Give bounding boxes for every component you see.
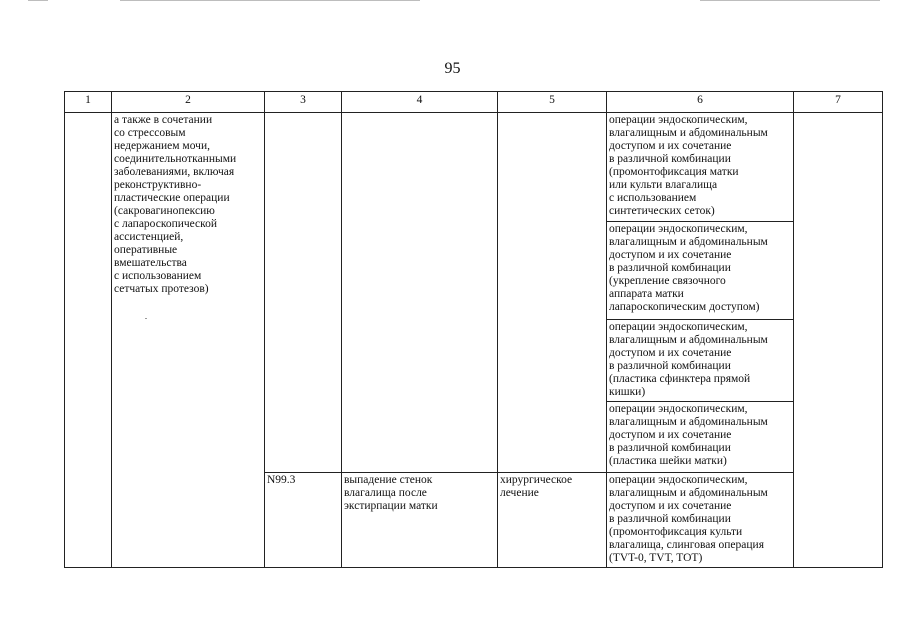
column-number-row (65, 92, 883, 113)
cell-col4 (342, 113, 498, 473)
cell-method-2: операции эндоскопическим, влагалищным и абдоминальным доступом и их сочетание в различной комбинации (укрепление связочного аппарата матки лапароскопическим доступом) (607, 222, 794, 320)
column-number-1: 1 (65, 92, 112, 113)
table-row (65, 113, 883, 222)
cell-col1 (65, 113, 112, 568)
column-number-2: 2 (112, 92, 265, 113)
cell-method-1: операции эндоскопическим, влагалищным и абдоминальным доступом и их сочетание в различной комбинации (промонтофиксация матки или культи влагалища с использованием синтетических сеток) (607, 113, 794, 222)
top-edge-line-right (700, 0, 880, 1)
page-number: 95 (444, 60, 461, 77)
column-number-6: 6 (607, 92, 794, 113)
medical-care-table (64, 91, 883, 568)
column-number-3: 3 (265, 92, 342, 113)
scan-speck (145, 318, 147, 319)
top-edge-line-left (28, 0, 48, 1)
column-number-7: 7 (794, 92, 883, 113)
cell-patient-model: выпадение стенок влагалища после экстирпации матки (342, 473, 498, 568)
cell-method-5: операции эндоскопическим, влагалищным и абдоминальным доступом и их сочетание в различной комбинации (промонтофиксация культи влагалища, слинговая операция (TVT-0, TVT, TOT) (607, 473, 794, 568)
cell-treatment-type: хирургическое лечение (498, 473, 607, 568)
cell-col3 (265, 113, 342, 473)
cell-col5 (498, 113, 607, 473)
top-edge-line-middle (120, 0, 420, 1)
column-number-5: 5 (498, 92, 607, 113)
cell-diagnosis-code: N99.3 (265, 473, 342, 568)
cell-method-4: операции эндоскопическим, влагалищным и абдоминальным доступом и их сочетание в различной комбинации (пластика шейки матки) (607, 402, 794, 473)
cell-col2-model-description: а также в сочетании со стрессовым недержанием мочи, соединительнотканными заболеваниями, включая реконструктивно- пластические операции (сакровагинопексию с лапароскопической ассистенцией, оперативные вмешательства с использованием сетчатых протезов) (112, 113, 265, 568)
cell-col7 (794, 113, 883, 568)
cell-method-3: операции эндоскопическим, влагалищным и абдоминальным доступом и их сочетание в различной комбинации (пластика сфинктера прямой кишки) (607, 320, 794, 402)
column-number-4: 4 (342, 92, 498, 113)
